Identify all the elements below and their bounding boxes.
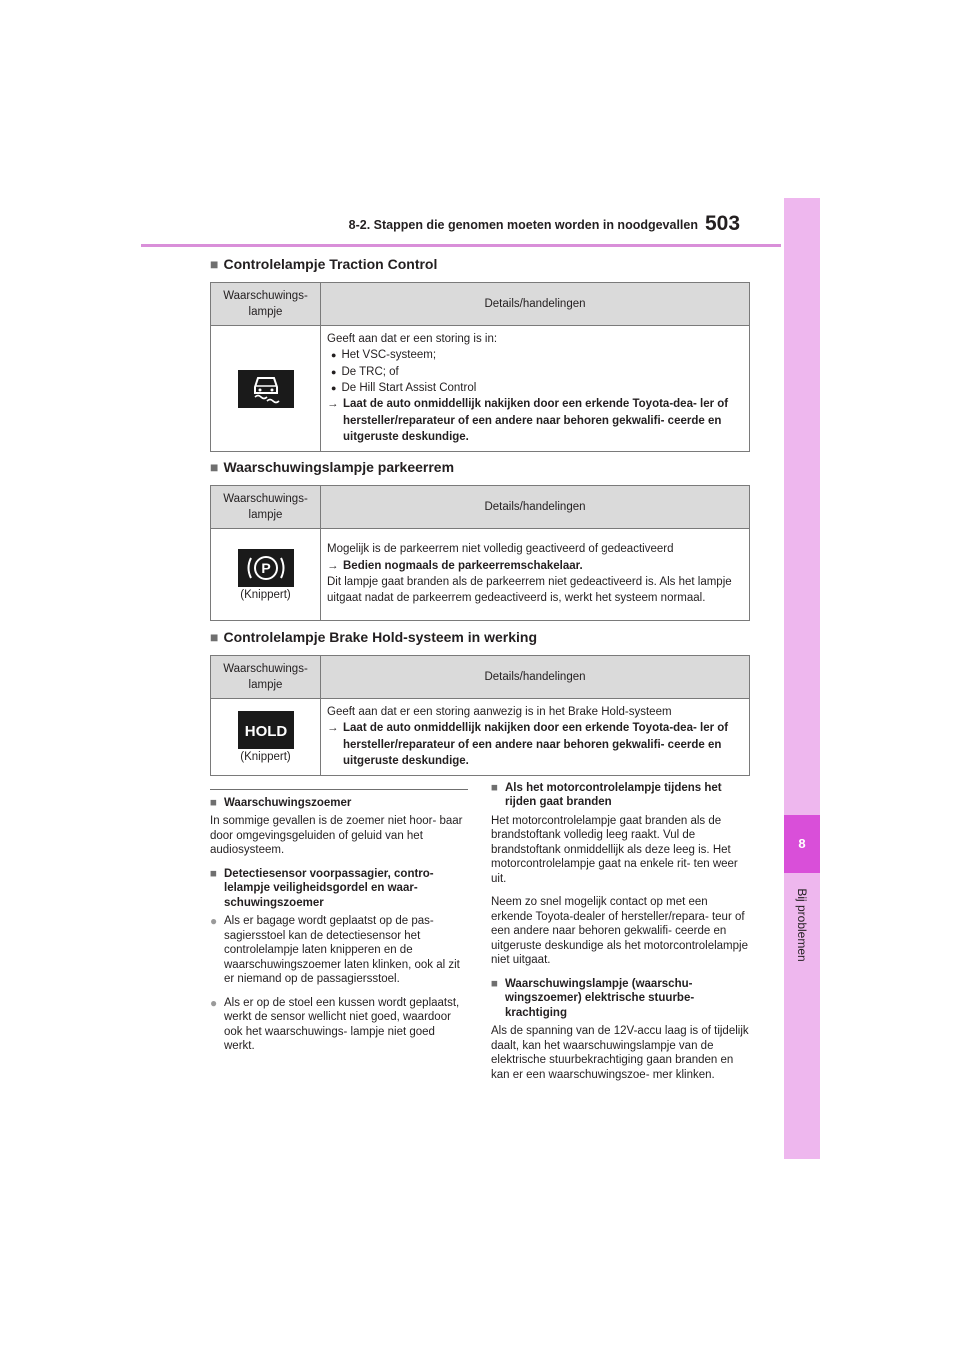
col-header-details: Details/handelingen: [321, 656, 750, 699]
section-heading: [210, 256, 437, 272]
warning-table: [210, 485, 750, 621]
col-header-lamp: Waarschuwings- lampje: [211, 656, 321, 699]
lamp-cell: [211, 326, 321, 452]
note-paragraph: Neem zo snel mogelijk contact op met een erkende Toyota-dealer of hersteller/repara- teur of een andere naar behoren gekwalifi- ceerde en uitgeruste deskundige als het motorcontrolelampje niet uitgaat.: [491, 896, 748, 967]
details-cell: [321, 529, 750, 621]
bullet-dot-icon: ●: [331, 366, 337, 377]
bullet-item: ● De Hill Start Assist Control: [331, 381, 477, 394]
action-line: → Bedien nogmaals de parkeerremschakelaar.: [327, 558, 743, 574]
section-title: 8-2. Stappen die genomen moeten worden in noodgevallen: [348, 218, 698, 232]
details-cell: [321, 699, 750, 776]
detail-line: Dit lampje gaat branden als de parkeerrem niet gedeactiveerd is. Als het lampje uitgaat nadat de parkeerrem gedeactiveerd is, werkt het systeem normaal.: [327, 576, 732, 605]
note-paragraph: In sommige gevallen is de zoemer niet hoor- baar door omgevingsgeluiden of geluid van het audiosysteem.: [210, 815, 463, 857]
col-header-lamp: Waarschuwings- lampje: [211, 486, 321, 529]
arrow-icon: →: [327, 559, 339, 572]
heading-text: Controlelampje Traction Control: [223, 256, 438, 272]
col-header-lamp: Waarschuwings- lampje: [211, 283, 321, 326]
col-header-details: Details/handelingen: [321, 283, 750, 326]
note-bullet: ● Als er bagage wordt geplaatst op de pas- sagiersstoel kan de detectiesensor het controlelampje laten knipperen en de waarschuwingszoemer laten klinken, ook al zit er niemand op de passagiersstoel.: [210, 914, 460, 986]
bullet-dot-icon: ●: [331, 382, 337, 393]
header-divider: [141, 244, 781, 247]
parking-brake-icon: [238, 549, 294, 587]
section-heading: [210, 459, 454, 475]
note-heading: ■ Detectiesensor voorpassagier, contro- lelampje veiligheidsgordel en waar- schuwingszoemer: [210, 867, 434, 909]
chapter-label-wrap: [788, 880, 816, 970]
square-bullet-icon: ■: [210, 459, 219, 475]
square-bullet-icon: ■: [491, 782, 498, 794]
bullet-dot-icon: ●: [331, 350, 337, 361]
action-line: → Laat de auto onmiddellijk nakijken door een erkende Toyota-dea- ler of hersteller/reparateur of een andere naar behoren gekwalifi- ceerde en uitgeruste deskundige.: [327, 396, 743, 445]
arrow-icon: →: [327, 398, 339, 411]
note-heading: ■ Waarschuwingszoemer: [210, 797, 352, 809]
square-bullet-icon: ■: [210, 629, 219, 645]
heading-text: Controlelampje Brake Hold-systeem in werking: [223, 629, 537, 645]
square-bullet-icon: ■: [210, 797, 217, 809]
blink-note: (Knippert): [240, 751, 291, 764]
notes-divider: [210, 789, 468, 790]
note-paragraph: Als de spanning van de 12V-accu laag is of tijdelijk daalt, kan het waarschuwingslampje van de elektrische stuurbekrachtiging gaan branden en kan er een waarschuwingszoe- mer klinken.: [491, 1025, 749, 1081]
bullet-dot-icon: ●: [210, 914, 218, 929]
note-paragraph: Het motorcontrolelampje gaat branden als de brandstoftank volledig leeg raakt. Vul de brandstoftank onmiddellijk als deze leeg is. Het motorcontrolelampje gaat na enkele rit- ten weer uit.: [491, 814, 738, 885]
bullet-dot-icon: ●: [210, 995, 218, 1010]
action-line: → Laat de auto onmiddellijk nakijken door een erkende Toyota-dea- ler of hersteller/reparateur of een andere naar behoren gekwalifi- ceerde en uitgeruste deskundige.: [327, 720, 743, 769]
details-cell: [321, 326, 750, 452]
square-bullet-icon: ■: [491, 977, 498, 990]
note-bullet: ● Als er op de stoel een kussen wordt geplaatst, werkt de sensor wellicht niet goed, waardoor ook het waarschuwings- lampje niet goed werkt.: [210, 995, 460, 1053]
col-header-details: Details/handelingen: [321, 486, 750, 529]
square-bullet-icon: ■: [210, 867, 217, 880]
section-heading: [210, 629, 537, 645]
chapter-label: Bij problemen: [795, 888, 809, 962]
lamp-cell: [211, 529, 321, 621]
detail-line: Geeft aan dat er een storing is in:: [327, 333, 498, 345]
note-heading: ■ Als het motorcontrolelampje tijdens het rijden gaat branden: [491, 782, 722, 809]
detail-line: Mogelijk is de parkeerrem niet volledig geactiveerd of gedeactiveerd: [327, 543, 674, 556]
blink-note: (Knippert): [240, 588, 291, 601]
detail-line: Geeft aan dat er een storing aanwezig is in het Brake Hold-systeem: [327, 706, 672, 718]
side-tab: [784, 198, 820, 1159]
warning-table: [210, 655, 750, 776]
lamp-cell: [211, 699, 321, 776]
right-column: [491, 781, 749, 1091]
left-column: [210, 796, 468, 1063]
arrow-icon: →: [327, 722, 339, 735]
svg-text:P: P: [260, 559, 271, 576]
note-heading: ■ Waarschuwingslampje (waarschu- wingszoemer) elektrische stuurbe- krachtiging: [491, 977, 695, 1019]
page-number: 503: [705, 212, 741, 235]
bullet-item: ● De TRC; of: [331, 365, 399, 378]
square-bullet-icon: ■: [210, 256, 219, 272]
bullet-item: ● Het VSC-systeem;: [331, 349, 437, 362]
chapter-number: 8: [784, 815, 820, 873]
svg-text:HOLD: HOLD: [244, 723, 287, 741]
brake-hold-icon: [238, 711, 294, 749]
heading-text: Waarschuwingslampje parkeerrem: [223, 459, 455, 475]
warning-table: [210, 282, 750, 452]
traction-control-icon: [238, 370, 294, 408]
